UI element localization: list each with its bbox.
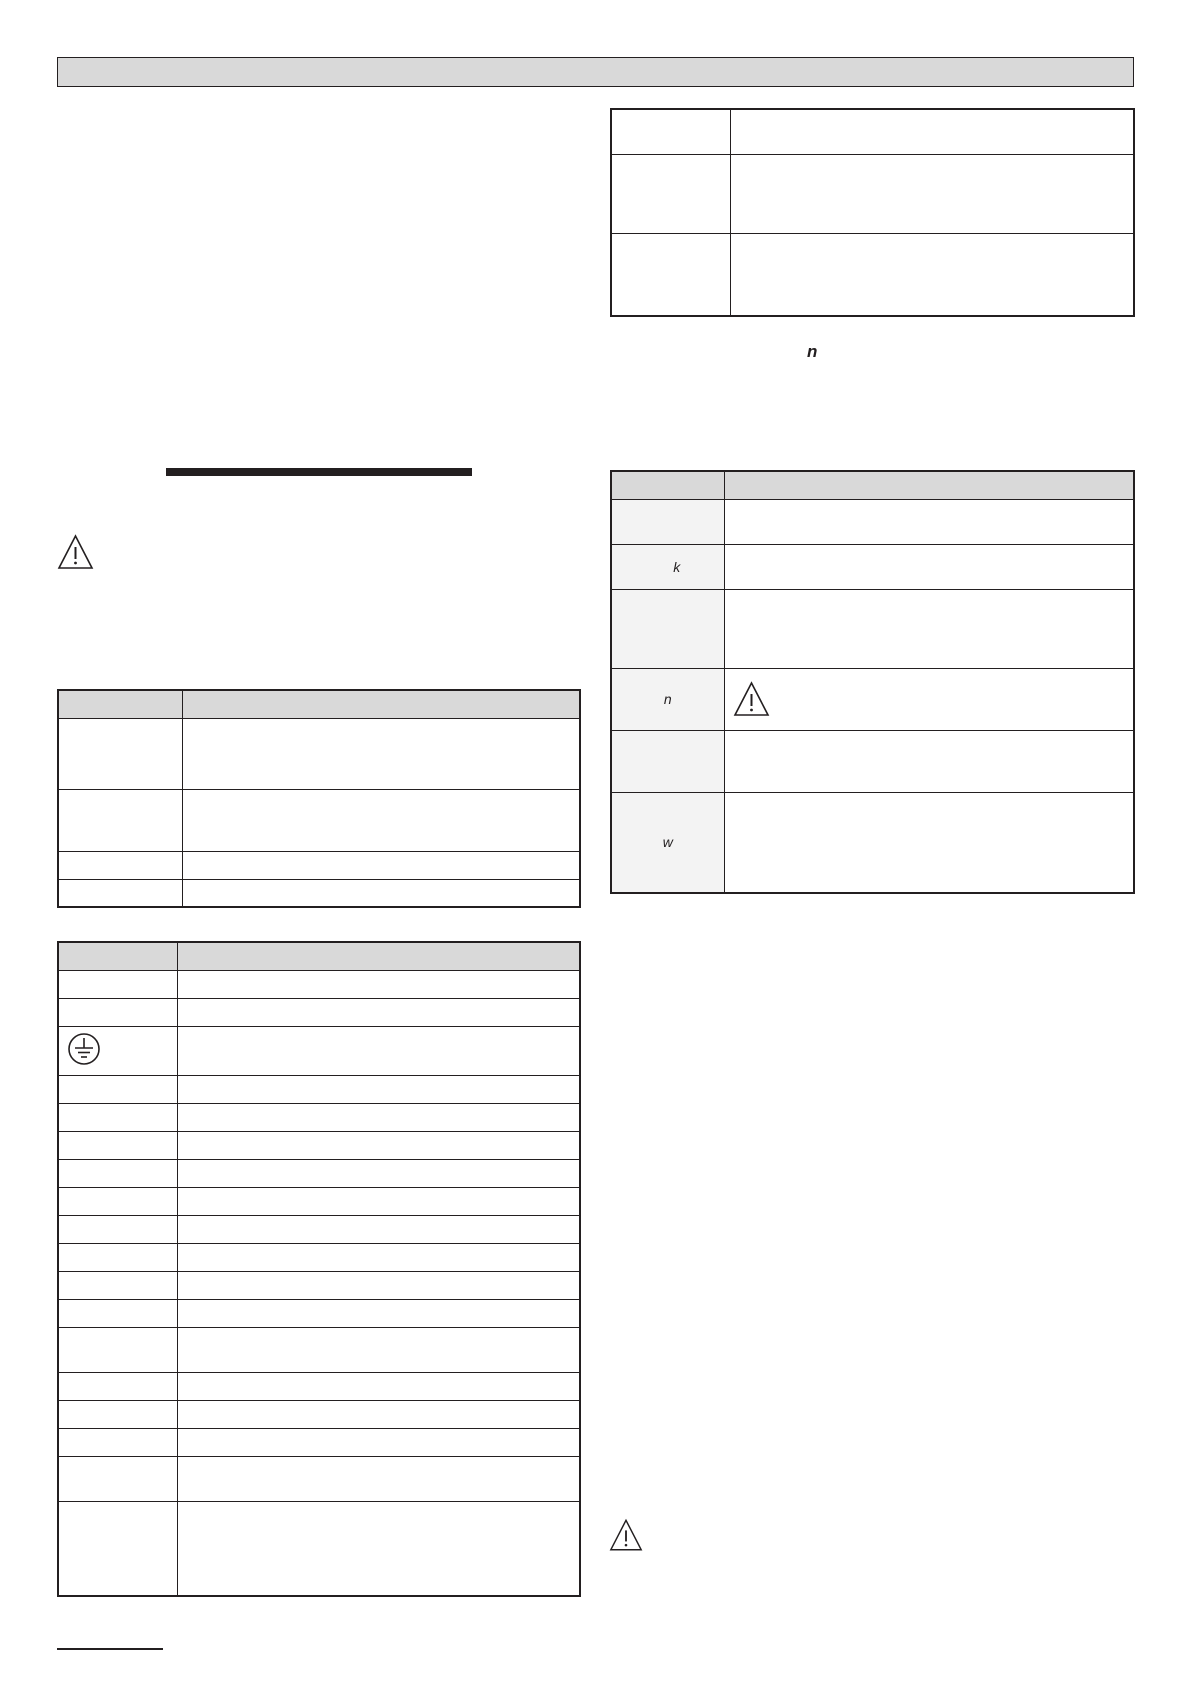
table-cell xyxy=(177,970,580,998)
table-cell xyxy=(177,1026,580,1075)
table-header-cell xyxy=(182,690,580,718)
table-cell xyxy=(611,589,724,668)
table-cell xyxy=(58,998,177,1026)
table-cell xyxy=(182,789,580,851)
symbol-n-cell xyxy=(611,668,724,730)
warning-triangle-icon xyxy=(57,534,94,570)
table-cell xyxy=(177,1428,580,1456)
table-cell xyxy=(177,1501,580,1596)
table-cell xyxy=(177,1327,580,1372)
table-cell xyxy=(58,1075,177,1103)
table-cell xyxy=(58,1187,177,1215)
table-cell xyxy=(58,1428,177,1456)
right-table-2 xyxy=(610,470,1135,894)
warning-triangle-icon xyxy=(733,681,770,717)
header-bar xyxy=(57,57,1134,87)
table-cell xyxy=(730,154,1134,233)
right-table-1 xyxy=(610,108,1135,317)
table-header-cell xyxy=(58,942,177,970)
table-cell xyxy=(58,851,182,879)
table-cell xyxy=(724,668,1134,730)
table-header-cell xyxy=(611,471,724,499)
table-cell xyxy=(58,789,182,851)
table-cell xyxy=(58,879,182,907)
table-cell xyxy=(177,1400,580,1428)
table-cell xyxy=(611,109,730,154)
table-cell xyxy=(611,730,724,792)
table-cell xyxy=(724,730,1134,792)
table-cell xyxy=(58,1400,177,1428)
table-cell xyxy=(611,499,724,544)
table-cell xyxy=(724,792,1134,893)
table-cell xyxy=(182,851,580,879)
symbol-n: n xyxy=(663,691,672,707)
symbol-w-cell xyxy=(611,792,724,893)
table-cell xyxy=(58,970,177,998)
left-table-2 xyxy=(57,941,581,1597)
left-table-1 xyxy=(57,689,581,908)
table-cell xyxy=(177,1243,580,1271)
table-cell xyxy=(177,1075,580,1103)
table-cell xyxy=(724,499,1134,544)
table-cell xyxy=(58,1456,177,1501)
table-cell xyxy=(58,1501,177,1596)
table-cell xyxy=(58,1215,177,1243)
table-cell xyxy=(730,109,1134,154)
table-cell xyxy=(58,1026,177,1075)
table-header-cell xyxy=(724,471,1134,499)
table-cell xyxy=(177,1271,580,1299)
table-cell xyxy=(177,998,580,1026)
table-cell xyxy=(182,718,580,789)
table-cell xyxy=(58,718,182,789)
table-cell xyxy=(58,1243,177,1271)
table-cell xyxy=(177,1456,580,1501)
symbol-k-cell xyxy=(611,544,724,589)
table-cell xyxy=(724,544,1134,589)
table-cell xyxy=(58,1271,177,1299)
inline-symbol: n xyxy=(807,342,818,361)
table-cell xyxy=(58,1131,177,1159)
table-cell xyxy=(177,1187,580,1215)
table-header-cell xyxy=(177,942,580,970)
table-cell xyxy=(177,1372,580,1400)
symbol-k: k xyxy=(673,558,681,575)
warning-triangle-icon xyxy=(609,1518,643,1552)
table-header-cell xyxy=(58,690,182,718)
table-cell xyxy=(177,1299,580,1327)
table-cell xyxy=(177,1131,580,1159)
table-cell xyxy=(58,1299,177,1327)
symbol-w: w xyxy=(662,834,673,851)
table-cell xyxy=(58,1103,177,1131)
table-cell xyxy=(58,1159,177,1187)
table-cell xyxy=(58,1327,177,1372)
table-cell xyxy=(611,154,730,233)
section-title-rule xyxy=(166,468,472,476)
table-cell xyxy=(730,233,1134,316)
table-cell xyxy=(58,1372,177,1400)
table-cell xyxy=(177,1215,580,1243)
table-cell xyxy=(611,233,730,316)
footer-rule xyxy=(57,1648,163,1650)
table-cell xyxy=(182,879,580,907)
table-cell xyxy=(177,1103,580,1131)
table-cell xyxy=(724,589,1134,668)
table-cell xyxy=(177,1159,580,1187)
earth-ground-icon xyxy=(67,1032,101,1069)
